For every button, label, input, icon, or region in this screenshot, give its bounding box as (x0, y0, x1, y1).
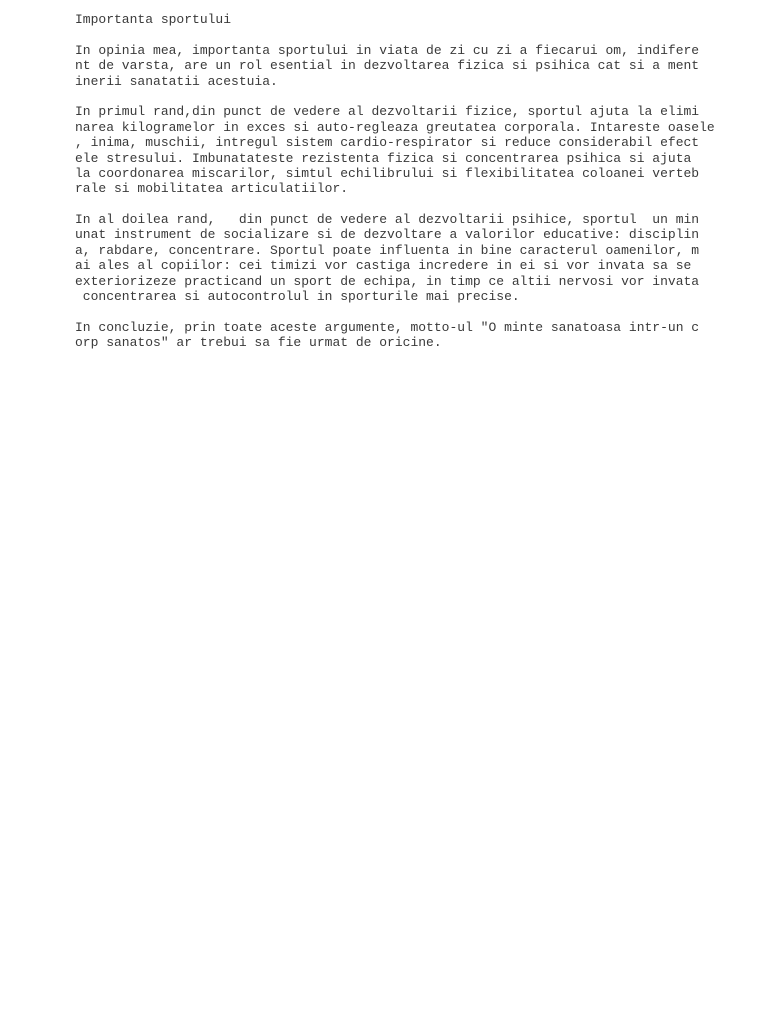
paragraph-4 (75, 320, 715, 351)
paragraph-line: In al doilea rand, din punct de vedere al dezvoltarii psihice, sportul un min (75, 212, 700, 228)
paragraph-line: unat instrument de socializare si de dezvoltare a valorilor educative: disciplin (75, 227, 700, 243)
paragraph-line: rale si mobilitatea articulatiilor. (75, 181, 349, 197)
paragraph-line: inerii sanatatii acestuia. (75, 73, 278, 89)
paragraph-3 (75, 212, 715, 304)
paragraph-line: In concluzie, prin toate aceste argumente, motto-ul "O minte sanatoasa intr-un c (75, 319, 700, 335)
paragraph-line: exteriorizeze practicand un sport de echipa, in timp ce altii nervosi vor invata (75, 273, 700, 289)
document-page (75, 12, 715, 351)
blank-line (75, 304, 715, 319)
paragraph-line: ai ales al copiilor: cei timizi vor castiga incredere in ei si vor invata sa se (75, 258, 692, 274)
blank-line (75, 89, 715, 104)
paragraph-line: In opinia mea, importanta sportului in viata de zi cu zi a fiecarui om, indifere (75, 42, 700, 58)
paragraph-line: la coordonarea miscarilor, simtul echilibrului si flexibilitatea coloanei verteb (75, 165, 700, 181)
paragraph-line: ele stresului. Imbunatateste rezistenta fizica si concentrarea psihica si ajuta (75, 150, 692, 166)
paragraph-1 (75, 43, 715, 89)
paragraph-line: concentrarea si autocontrolul in sporturile mai precise. (75, 289, 520, 305)
paragraph-line: nt de varsta, are un rol esential in dezvoltarea fizica si psihica cat si a ment (75, 58, 700, 74)
blank-line (75, 197, 715, 212)
document-title: Importanta sportului (75, 12, 232, 27)
paragraph-line: a, rabdare, concentrare. Sportul poate influenta in bine caracterul oamenilor, m (75, 242, 700, 258)
paragraph-line: In primul rand,din punct de vedere al dezvoltarii fizice, sportul ajuta la elimi (75, 104, 700, 120)
paragraph-2 (75, 104, 715, 196)
paragraph-line: , inima, muschii, intregul sistem cardio-respirator si reduce considerabil efect (75, 135, 700, 151)
paragraph-line: orp sanatos" ar trebui sa fie urmat de oricine. (75, 335, 442, 351)
blank-line (75, 27, 715, 42)
paragraph-line: narea kilogramelor in exces si auto-regleaza greutatea corporala. Intareste oasele (75, 119, 715, 135)
